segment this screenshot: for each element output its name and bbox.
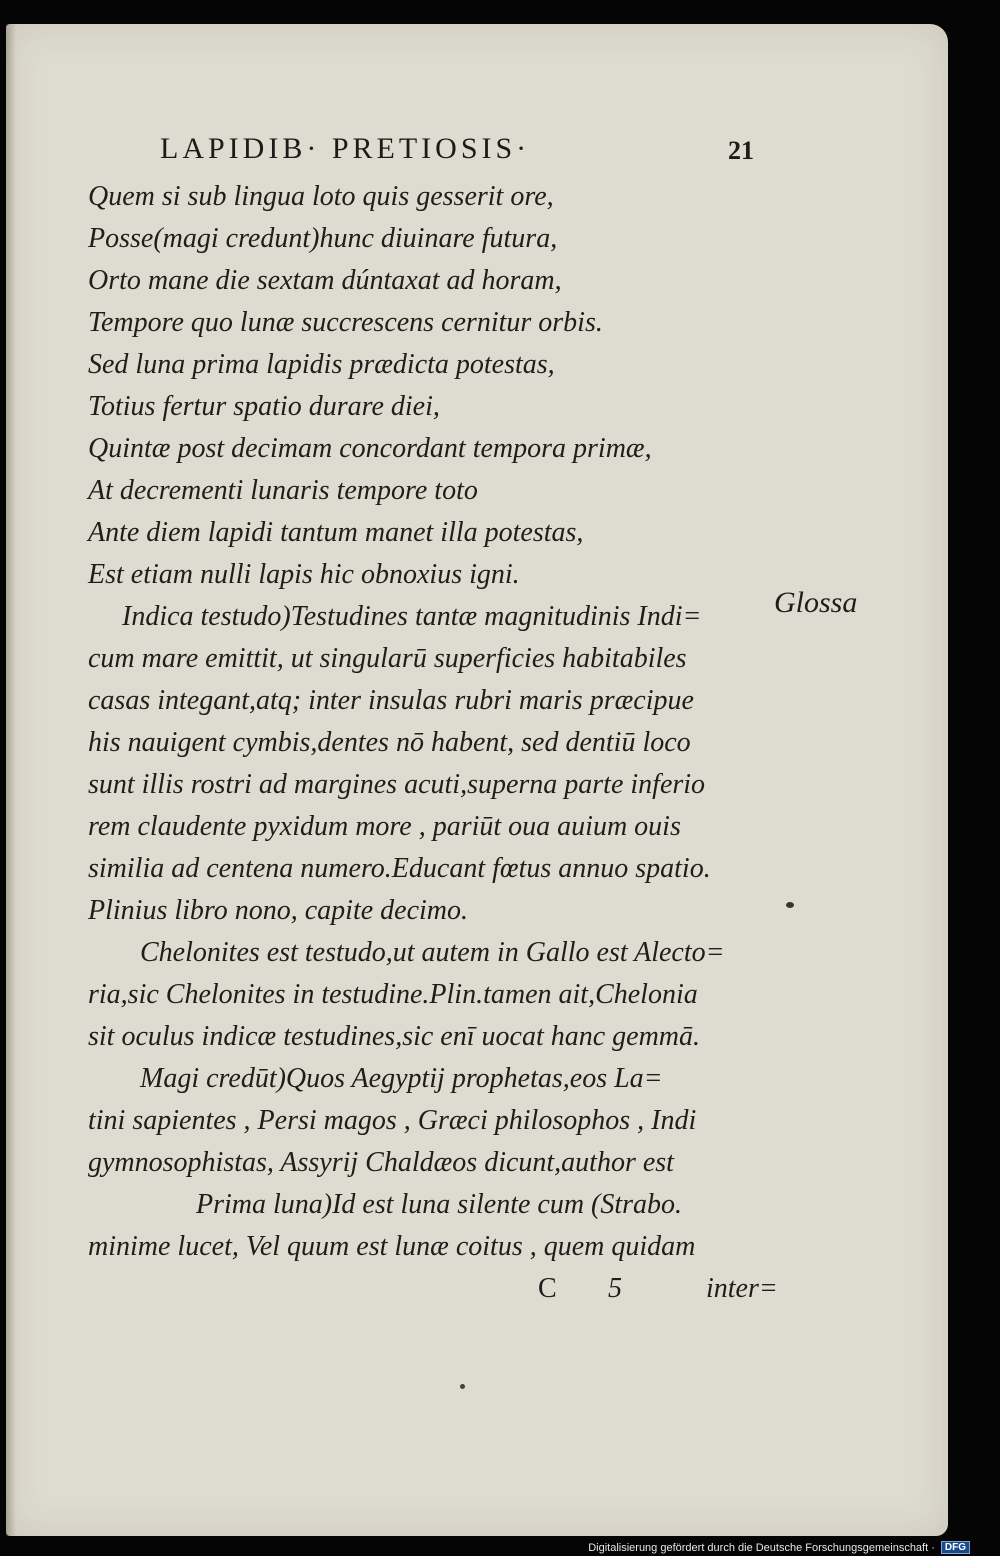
signature-mark: C xyxy=(538,1273,557,1304)
verse-line: Quem si sub lingua loto quis gesserit ore, xyxy=(88,181,554,212)
signature-number: 5 xyxy=(608,1273,622,1304)
catchword: inter= xyxy=(706,1273,778,1304)
commentary-line: Plinius libro nono, capite decimo. xyxy=(88,895,469,926)
commentary-line: Magi credūt)Quos Aegyptij prophetas,eos La= xyxy=(140,1063,663,1094)
verse-line: Ante diem lapidi tantum manet illa potestas, xyxy=(88,517,584,548)
dfg-logo: DFG xyxy=(941,1541,970,1554)
commentary-line: Chelonites est testudo,ut autem in Gallo est Alecto= xyxy=(140,937,725,968)
commentary-line: Prima luna)Id est luna silente cum (Strabo. xyxy=(196,1189,683,1220)
verse-line: Tempore quo lunæ succrescens cernitur orbis. xyxy=(88,307,603,338)
ink-spot xyxy=(460,1384,465,1389)
page-text xyxy=(88,176,778,1310)
commentary-line: rem claudente pyxidum more , pariūt oua auium ouis xyxy=(88,811,681,842)
verse-line: Posse(magi credunt)hunc diuinare futura, xyxy=(88,223,558,254)
commentary-line: Indica testudo)Testudines tantæ magnitudinis Indi= xyxy=(122,601,702,632)
page-number: 21 xyxy=(728,136,754,165)
credit-text: Digitalisierung gefördert durch die Deutsche Forschungsgemeinschaft · xyxy=(588,1541,935,1554)
ink-spot xyxy=(786,902,794,908)
commentary-line: minime lucet, Vel quum est lunæ coitus , quem quidam xyxy=(88,1231,696,1262)
commentary-line: sunt illis rostri ad margines acuti,superna parte inferio xyxy=(88,769,706,800)
verse-line: Est etiam nulli lapis hic obnoxius igni. xyxy=(88,559,520,590)
commentary-line: tini sapientes , Persi magos , Græci philosophos , Indi xyxy=(88,1105,697,1136)
verse-line: Quintæ post decimam concordant tempora primæ, xyxy=(88,433,652,464)
digitization-credit xyxy=(588,1541,970,1554)
commentary-line: sit oculus indicæ testudines,sic enī uocat hanc gemmā. xyxy=(88,1021,701,1052)
commentary-line: his nauigent cymbis,dentes nō habent, sed dentiū loco xyxy=(88,727,691,758)
commentary-line: cum mare emittit, ut singularū superficies habitabiles xyxy=(88,643,687,674)
commentary-line: ria,sic Chelonites in testudine.Plin.tamen ait,Chelonia xyxy=(88,979,698,1010)
commentary-line: casas integant,atq; inter insulas rubri maris præcipue xyxy=(88,685,694,716)
commentary-line: gymnosophistas, Assyrij Chaldæos dicunt,author est xyxy=(88,1147,674,1178)
verse-line: Sed luna prima lapidis prædicta potestas, xyxy=(88,349,555,380)
verse-line: At decrementi lunaris tempore toto xyxy=(88,475,478,506)
catchline xyxy=(88,1268,778,1310)
verse-line: Totius fertur spatio durare diei, xyxy=(88,391,440,422)
margin-note: Glossa xyxy=(774,586,858,619)
commentary-line: similia ad centena numero.Educant fœtus annuo spatio. xyxy=(88,853,711,884)
verse-line: Orto mane die sextam dúntaxat ad horam, xyxy=(88,265,562,296)
running-head: LAPIDIB· PRETIOSIS· xyxy=(160,132,531,165)
